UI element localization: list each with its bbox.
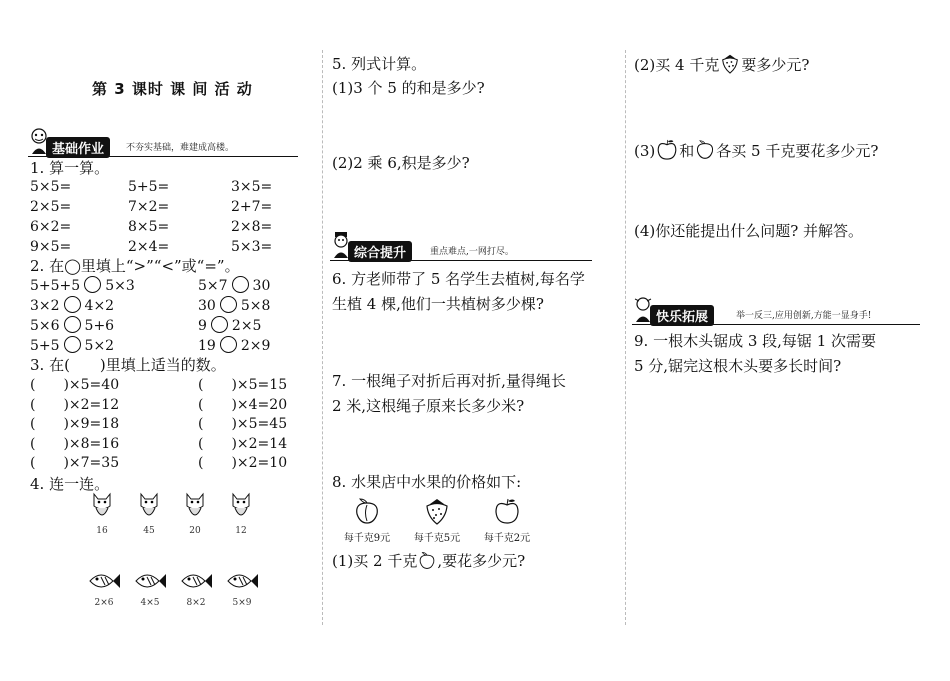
q8-sub1-part-b: ,要花多少元? <box>437 552 526 570</box>
q2-comparison <box>30 276 135 296</box>
q9-line1: 9. 一根木头锯成 3 段,每锯 1 次需要 <box>634 332 877 350</box>
q2-right: 5×3 <box>105 278 135 294</box>
q1-expression[interactable]: 6×2= <box>30 219 72 235</box>
section-label: 基础作业 <box>46 137 110 158</box>
fish-expression: 8×2 <box>186 598 206 608</box>
q1-expression[interactable]: 5×3= <box>231 239 273 255</box>
q1-expression[interactable]: 5×5= <box>30 179 72 195</box>
q8-sub3-part-b: 和 <box>679 142 695 160</box>
q8-sub1 <box>332 550 525 572</box>
fish-expression: 2×6 <box>94 598 114 608</box>
answer-circle[interactable] <box>220 336 237 353</box>
q5-title: 5. 列式计算。 <box>332 55 427 73</box>
cat-number: 12 <box>235 526 247 536</box>
q3-blank-equation[interactable]: ( )×2=10 <box>198 455 288 471</box>
answer-circle[interactable] <box>232 276 249 293</box>
q2-right: 5×2 <box>84 338 115 354</box>
q2-right: 2×5 <box>231 318 262 334</box>
q3-blank-equation[interactable]: ( )×5=15 <box>198 377 288 393</box>
q2-right: 5+6 <box>84 318 115 334</box>
cat-card[interactable] <box>181 490 209 536</box>
peach-icon <box>417 551 437 570</box>
q2-left: 3×2 <box>30 298 60 314</box>
q6-line1: 6. 方老师带了 5 名学生去植树,每名学 <box>332 270 585 288</box>
q1-expression[interactable]: 5+5= <box>128 179 170 195</box>
q1-expression[interactable]: 2+7= <box>231 199 273 215</box>
q2-left: 5+5+5 <box>30 278 81 294</box>
fish-expression: 5×9 <box>232 598 252 608</box>
q8-sub2 <box>634 53 809 76</box>
fish-card[interactable] <box>132 568 168 608</box>
q2-right: 30 <box>252 278 271 294</box>
q3-blank-equation[interactable]: ( )×5=40 <box>30 377 120 393</box>
fish-icon <box>87 568 121 594</box>
section-banner-comprehensive <box>330 237 592 261</box>
answer-circle[interactable] <box>220 296 237 313</box>
fruit-peach <box>332 497 402 544</box>
cat-card[interactable] <box>227 490 255 536</box>
apple-icon <box>492 497 522 525</box>
section-slogan: 重点难点,一网打尽。 <box>430 247 514 257</box>
q5-sub2: (2)2 乘 6,积是多少? <box>332 154 470 172</box>
peach-icon <box>352 497 382 525</box>
section-slogan: 不夯实基础，难建成高楼。 <box>126 143 235 153</box>
q2-comparison <box>198 336 270 356</box>
q3-blank-equation[interactable]: ( )×9=18 <box>30 416 120 432</box>
fish-card[interactable] <box>178 568 214 608</box>
q5-sub1: (1)3 个 5 的和是多少? <box>332 79 485 97</box>
q2-comparison <box>198 296 270 316</box>
q3-blank-equation[interactable]: ( )×4=20 <box>198 396 288 413</box>
fish-icon <box>225 568 259 594</box>
cat-card[interactable] <box>135 490 163 536</box>
cat-number: 20 <box>189 526 201 536</box>
price-label: 每千克2元 <box>483 533 531 544</box>
q2-left: 9 <box>198 318 207 334</box>
q2-left: 5×6 <box>30 318 60 334</box>
fish-icon <box>133 568 167 594</box>
q8-sub3 <box>634 138 878 162</box>
section-label: 快乐拓展 <box>650 305 714 326</box>
q2-left: 5+5 <box>30 338 60 354</box>
q1-expression[interactable]: 9×5= <box>30 239 72 255</box>
strawberry-icon <box>422 497 452 525</box>
q2-comparison <box>30 336 114 356</box>
q2-left: 5×7 <box>198 278 228 294</box>
answer-circle[interactable] <box>64 336 81 353</box>
lesson-title: 第 3 课时 课 间 活 动 <box>92 80 253 98</box>
q2-title: 2. 在◯里填上“>”“<”或“=”。 <box>30 257 240 275</box>
cat-icon <box>229 490 253 522</box>
q3-blank-equation[interactable]: ( )×2=12 <box>30 396 120 413</box>
q3-blank-equation[interactable]: ( )×8=16 <box>30 435 120 452</box>
q8-title: 8. 水果店中水果的价格如下: <box>332 473 522 491</box>
q8-sub2-part-a: (2)买 4 千克 <box>634 56 720 74</box>
column-divider-2 <box>625 50 626 625</box>
price-label: 每千克9元 <box>343 533 391 544</box>
q1-expression[interactable]: 3×5= <box>231 179 273 195</box>
q7-line1: 7. 一根绳子对折后再对折,量得绳长 <box>332 372 566 390</box>
q1-expression[interactable]: 2×8= <box>231 219 273 235</box>
fish-expression: 4×5 <box>140 598 160 608</box>
cat-icon <box>137 490 161 522</box>
fruit-strawberry <box>402 497 472 544</box>
q1-expression[interactable]: 2×4= <box>128 239 170 255</box>
answer-circle[interactable] <box>211 316 228 333</box>
q1-expression[interactable]: 8×5= <box>128 219 170 235</box>
q4-title: 4. 连一连。 <box>30 475 110 493</box>
q2-comparison <box>198 276 270 296</box>
q7-line2: 2 米,这根绳子原来长多少米? <box>332 397 525 415</box>
fish-card[interactable] <box>224 568 260 608</box>
price-label: 每千克5元 <box>413 533 461 544</box>
q3-blank-equation[interactable]: ( )×7=35 <box>30 455 120 471</box>
section-banner-extension <box>632 301 920 325</box>
q8-sub2-part-b: 要多少元? <box>741 56 810 74</box>
q2-right: 2×9 <box>240 338 271 354</box>
answer-circle[interactable] <box>64 296 81 313</box>
q1-expression[interactable]: 7×2= <box>128 199 170 215</box>
fruit-apple <box>472 497 542 544</box>
fish-icon <box>179 568 213 594</box>
q6-line2: 生植 4 棵,他们一共植树多少棵? <box>332 295 544 313</box>
answer-circle[interactable] <box>64 316 81 333</box>
q8-sub3-part-a: (3) <box>634 142 656 160</box>
q2-right: 4×2 <box>84 298 115 314</box>
q3-blank-equation[interactable]: ( )×2=14 <box>198 435 288 452</box>
q2-comparison <box>30 296 114 316</box>
q3-blank-equation[interactable]: ( )×5=45 <box>198 416 288 432</box>
q3-title: 3. 在( )里填上适当的数。 <box>30 356 226 374</box>
strawberry-icon <box>719 53 741 74</box>
fish-card[interactable] <box>86 568 122 608</box>
peach-icon <box>694 139 716 160</box>
q8-sub1-part-a: (1)买 2 千克 <box>332 552 418 570</box>
q8-sub3-part-c: 各买 5 千克要花多少元? <box>716 142 879 160</box>
apple-icon <box>655 138 679 161</box>
cat-number: 45 <box>143 526 155 536</box>
column-divider-1 <box>322 50 323 625</box>
q2-comparison <box>198 316 261 336</box>
q1-title: 1. 算一算。 <box>30 159 110 177</box>
answer-circle[interactable] <box>84 276 101 293</box>
cat-icon <box>183 490 207 522</box>
q2-left: 30 <box>198 298 216 314</box>
cat-number: 16 <box>96 526 108 536</box>
q9-line2: 5 分,锯完这根木头要多长时间? <box>634 357 842 375</box>
q1-expression[interactable]: 2×5= <box>30 199 72 215</box>
cat-card[interactable] <box>88 490 116 536</box>
q2-comparison <box>30 316 114 336</box>
section-rule <box>330 260 592 261</box>
section-rule <box>632 324 920 325</box>
q8-sub4: (4)你还能提出什么问题? 并解答。 <box>634 222 864 240</box>
section-slogan: 举一反三,应用创新,方能一显身手! <box>736 311 872 321</box>
cat-icon <box>90 490 114 522</box>
section-banner-basic <box>28 133 298 157</box>
section-label: 综合提升 <box>348 241 412 262</box>
q2-right: 5×8 <box>240 298 271 314</box>
q2-left: 19 <box>198 338 216 354</box>
